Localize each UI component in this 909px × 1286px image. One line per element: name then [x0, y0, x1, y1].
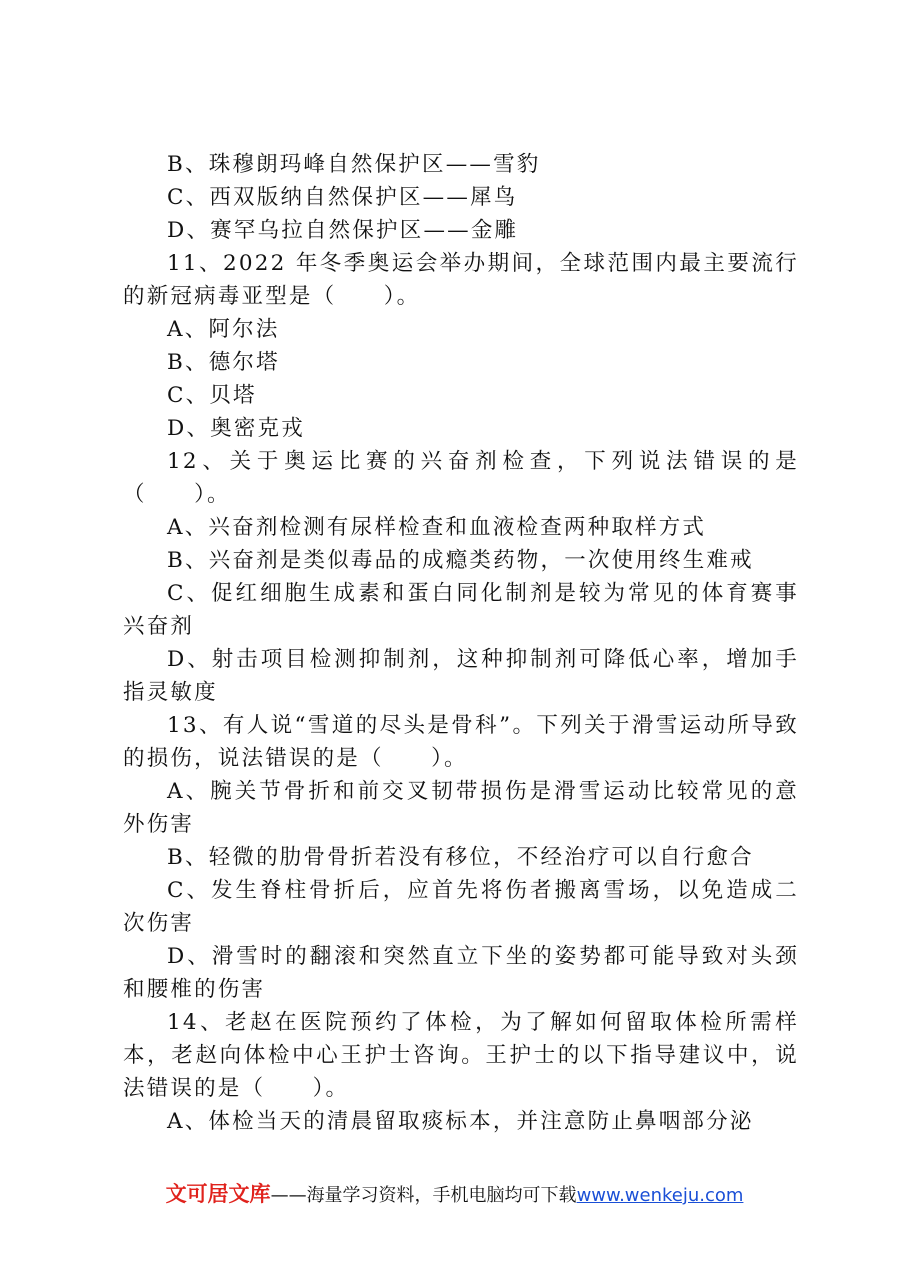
question-13: 13、有人说“雪道的尽头是骨科”。下列关于滑雪运动所导致的损伤，说法错误的是（ ）。 [123, 713, 799, 771]
footer-slogan: ——海量学习资料，手机电脑均可下载 [270, 1185, 577, 1206]
question-11-option-c: C、贝塔 [167, 383, 257, 408]
question-12-option-a: A、兴奋剂检测有尿样检查和血液检查两种取样方式 [167, 515, 707, 540]
question-11-option-a: A、阿尔法 [167, 317, 280, 342]
page-footer [0, 1182, 909, 1208]
question-11: 11、2022 年冬季奥运会举办期间，全球范围内最主要流行的新冠病毒亚型是（ ）。 [123, 251, 799, 309]
question-14: 14、老赵在医院预约了体检，为了解如何留取体检所需样本，老赵向体检中心王护士咨询。王护士的以下指导建议中，说法错误的是（ ）。 [123, 1010, 799, 1101]
question-11-option-b: B、德尔塔 [167, 350, 280, 375]
document-body [123, 148, 799, 1138]
question-12: 12、关于奥运比赛的兴奋剂检查，下列说法错误的是（ ）。 [123, 449, 799, 507]
question-13-option-b: B、轻微的肋骨骨折若没有移位，不经治疗可以自行愈合 [167, 845, 754, 870]
question-11-option-d: D、奥密克戎 [167, 416, 305, 441]
footer-brand: 文可居文库 [165, 1182, 271, 1206]
question-13-option-c: C、发生脊柱骨折后，应首先将伤者搬离雪场，以免造成二次伤害 [123, 878, 799, 936]
question-12-option-d: D、射击项目检测抑制剂，这种抑制剂可降低心率，增加手指灵敏度 [123, 647, 799, 705]
question-13-option-d: D、滑雪时的翻滚和突然直立下坐的姿势都可能导致对头颈和腰椎的伤害 [123, 944, 799, 1002]
question-13-option-a: A、腕关节骨折和前交叉韧带损伤是滑雪运动比较常见的意外伤害 [123, 779, 799, 837]
question-14-option-a: A、体检当天的清晨留取痰标本，并注意防止鼻咽部分泌 [167, 1109, 754, 1134]
footer-site-link[interactable]: www.wenkeju.com [576, 1185, 744, 1206]
question-12-option-b: B、兴奋剂是类似毒品的成瘾类药物，一次使用终生难戒 [167, 548, 754, 573]
question-12-option-c: C、促红细胞生成素和蛋白同化制剂是较为常见的体育赛事兴奋剂 [123, 581, 799, 639]
option-c-hornbill: C、西双版纳自然保护区——犀鸟 [167, 185, 518, 210]
option-d-golden-eagle: D、赛罕乌拉自然保护区——金雕 [167, 218, 519, 243]
option-b-snow-leopard: B、珠穆朗玛峰自然保护区——雪豹 [167, 152, 541, 177]
